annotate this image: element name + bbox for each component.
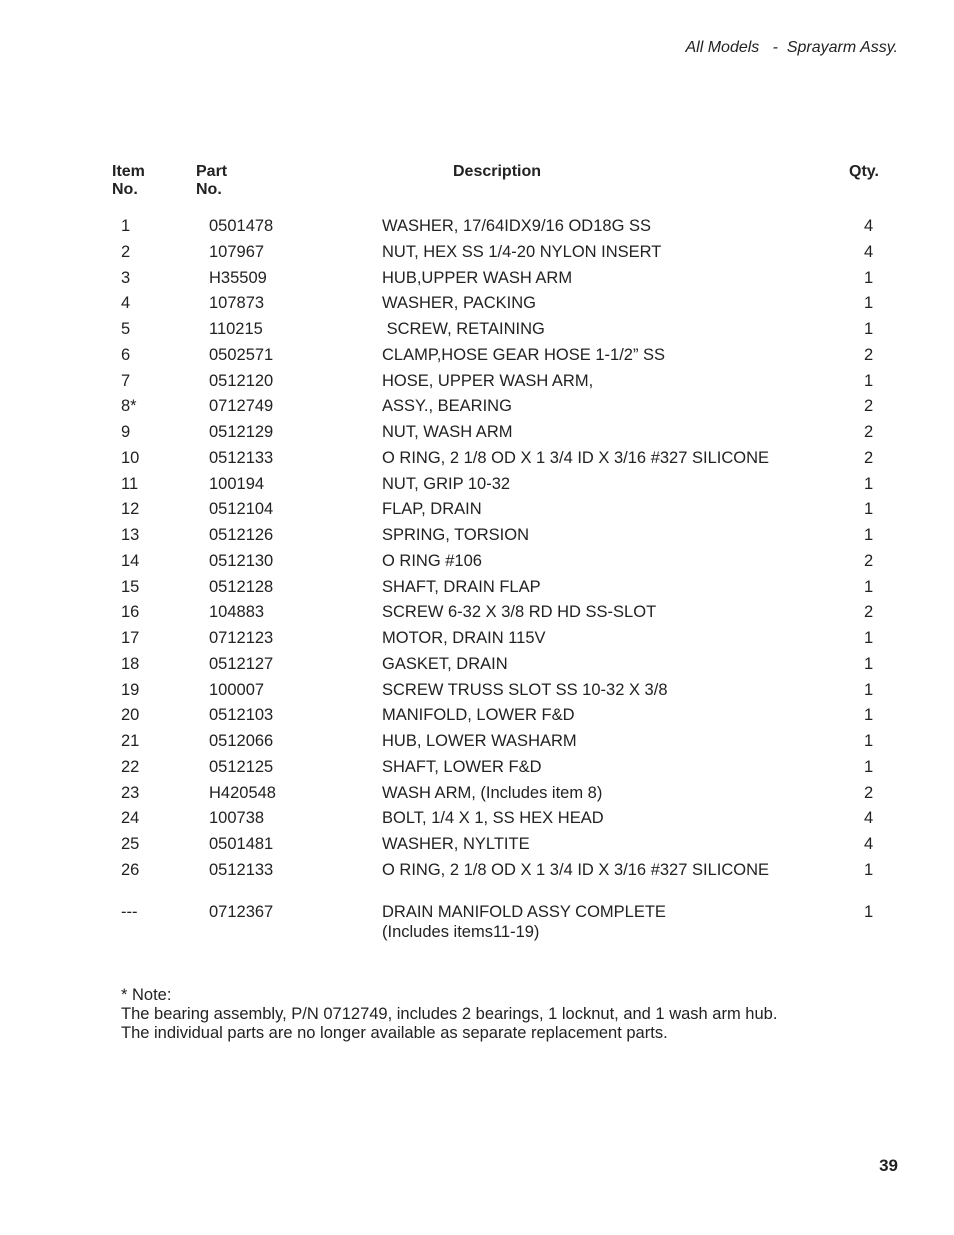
cell-item-no: 3 [121,268,131,287]
note-block [121,986,777,1043]
table-row [0,781,954,807]
cell-description-line2: (Includes items11-19) [382,923,540,941]
cell-description: WASHER, PACKING [382,294,537,313]
cell-qty: 2 [864,423,874,441]
cell-part-no: 0501478 [209,217,274,235]
note-label: * Note: [121,986,172,1004]
cell-description: SHAFT, DRAIN FLAP [382,577,541,596]
cell-qty: 1 [864,268,874,287]
cell-part-no: 0712749 [209,397,274,416]
cell-qty: 4 [864,809,874,828]
cell-qty: 2 [864,551,874,570]
cell-item-no: 15 [121,577,140,596]
cell-qty: 1 [864,577,874,596]
cell-part-no: 107967 [209,242,265,261]
cell-part-no: 0512120 [209,371,274,390]
cell-qty: 1 [864,526,874,544]
cell-qty: 1 [864,757,874,776]
cell-qty: 2 [864,603,874,622]
cell-item-no: 5 [121,320,131,338]
cell-item-no: 4 [121,294,131,313]
cell-item-no: 9 [121,423,131,441]
cell-item-no: 7 [121,371,131,390]
cell-qty: 1 [864,654,874,673]
cell-part-no: 0512066 [209,732,274,750]
cell-description: NUT, WASH ARM [382,423,513,441]
cell-qty: 1 [864,500,874,519]
table-row [0,858,954,884]
cell-part-no: 100194 [209,474,265,493]
table-row [0,832,954,858]
column-header-description: Description [453,163,542,180]
cell-qty: 4 [864,242,874,261]
cell-description-line1: DRAIN MANIFOLD ASSY COMPLETE [382,903,666,921]
cell-item-no: 17 [121,629,140,647]
cell-part-no: 107873 [209,294,265,313]
column-header-item-no [112,163,145,199]
cell-qty: 1 [864,629,874,647]
note-line-1: The bearing assembly, P/N 0712749, includes 2 bearings, 1 locknut, and 1 wash arm hub. [121,1005,778,1023]
cell-description: WASHER, NYLTITE [382,835,530,853]
cell-item-no: 18 [121,654,140,673]
cell-qty: 1 [864,860,874,879]
table-row [0,343,954,369]
table-row [0,806,954,832]
cell-part-no: H35509 [209,268,267,287]
cell-qty: 1 [864,706,874,725]
cell-part-no: 0512103 [209,706,274,725]
cell-item-no: 19 [121,680,140,699]
cell-item-no: 2 [121,242,131,261]
table-row [0,394,954,420]
cell-description: SCREW, RETAINING [382,320,545,338]
table-row [0,291,954,317]
column-header-item-line1: Item [112,163,145,180]
cell-qty: 2 [864,397,874,416]
table-row [0,266,954,292]
table-row [0,523,954,549]
cell-description: HUB,UPPER WASH ARM [382,268,573,287]
table-row [0,317,954,343]
column-header-part-no [196,163,227,199]
cell-description: NUT, HEX SS 1/4-20 NYLON INSERT [382,242,662,261]
table-row [0,472,954,498]
cell-item-no: 22 [121,757,140,776]
cell-description: O RING, 2 1/8 OD X 1 3/4 ID X 3/16 #327 SILICONE [382,448,770,467]
table-row [0,549,954,575]
cell-item-no: 10 [121,448,140,467]
cell-part-no: 100007 [209,680,265,699]
cell-item-no: 23 [121,783,140,802]
cell-description: GASKET, DRAIN [382,654,508,673]
table-row [0,652,954,678]
cell-item-no: 8* [121,397,137,416]
cell-item-no: 1 [121,217,131,235]
cell-part-no: 0512126 [209,526,274,544]
cell-part-no: 0512127 [209,654,274,673]
cell-description: MOTOR, DRAIN 115V [382,629,546,647]
table-row [0,446,954,472]
cell-description: O RING #106 [382,551,482,570]
cell-qty: 1 [864,732,874,750]
cell-item-no: 6 [121,345,131,364]
cell-qty: 4 [864,835,874,853]
page-header: All Models - Sprayarm Assy. [685,39,898,56]
cell-item-no: 21 [121,732,140,750]
cell-description: WASHER, 17/64IDX9/16 OD18G SS [382,217,652,235]
cell-item-no: 16 [121,603,140,622]
table-row [0,729,954,755]
cell-description: NUT, GRIP 10-32 [382,474,511,493]
cell-description: ASSY., BEARING [382,397,512,416]
cell-part-no: 0501481 [209,835,274,853]
cell-qty: 1 [864,903,874,921]
cell-item-no: 26 [121,860,140,879]
cell-description: FLAP, DRAIN [382,500,482,519]
cell-description [382,902,802,942]
cell-part-no: 100738 [209,809,265,828]
table-row [0,420,954,446]
table-row [0,575,954,601]
column-header-part-line2: No. [196,181,222,198]
cell-part-no: 0512104 [209,500,274,519]
cell-part-no: H420548 [209,783,276,802]
table-row [0,240,954,266]
cell-qty: 1 [864,294,874,313]
table-row [0,600,954,626]
cell-item-no: 24 [121,809,140,828]
cell-item-no: 20 [121,706,140,725]
cell-part-no: 104883 [209,603,265,622]
cell-description: SCREW 6-32 X 3/8 RD HD SS-SLOT [382,603,657,622]
cell-description: HUB, LOWER WASHARM [382,732,577,750]
table-row [0,755,954,781]
cell-description: SHAFT, LOWER F&D [382,757,542,776]
table-row [0,626,954,652]
cell-item-no: 14 [121,551,140,570]
cell-part-no: 0712367 [209,903,274,921]
cell-part-no: 0512129 [209,423,274,441]
cell-item-no: 12 [121,500,140,519]
cell-item-no: --- [121,903,138,921]
table-row [0,497,954,523]
cell-description: WASH ARM, (Includes item 8) [382,783,603,802]
cell-part-no: 0502571 [209,345,274,364]
cell-item-no: 13 [121,526,140,544]
cell-qty: 2 [864,448,874,467]
cell-part-no: 110215 [209,320,263,338]
parts-table [0,214,954,884]
cell-part-no: 0512133 [209,860,274,879]
note-line-2: The individual parts are no longer available as separate replacement parts. [121,1024,668,1042]
table-row [0,214,954,240]
table-row [0,678,954,704]
cell-part-no: 0512128 [209,577,274,596]
cell-qty: 2 [864,345,874,364]
cell-part-no: 0512130 [209,551,274,570]
cell-item-no: 25 [121,835,140,853]
column-header-qty: Qty. [849,163,879,180]
column-header-part-line1: Part [196,163,228,180]
page-number: 39 [879,1156,898,1175]
table-row [0,703,954,729]
cell-qty: 1 [864,680,874,699]
cell-part-no: 0712123 [209,629,274,647]
column-header-item-line2: No. [112,181,138,198]
cell-item-no: 11 [121,474,139,493]
cell-description: SPRING, TORSION [382,526,530,544]
cell-description: MANIFOLD, LOWER F&D [382,706,575,725]
cell-qty: 4 [864,217,874,235]
table-row [0,369,954,395]
cell-description: SCREW TRUSS SLOT SS 10-32 X 3/8 [382,680,668,699]
cell-part-no: 0512125 [209,757,274,776]
cell-qty: 1 [864,474,874,493]
cell-description: O RING, 2 1/8 OD X 1 3/4 ID X 3/16 #327 SILICONE [382,860,770,879]
cell-description: CLAMP,HOSE GEAR HOSE 1-1/2” SS [382,345,666,364]
cell-description: BOLT, 1/4 X 1, SS HEX HEAD [382,809,604,828]
cell-qty: 2 [864,783,874,802]
cell-part-no: 0512133 [209,448,274,467]
cell-qty: 1 [864,320,874,338]
cell-qty: 1 [864,371,874,390]
cell-description: HOSE, UPPER WASH ARM, [382,371,594,390]
